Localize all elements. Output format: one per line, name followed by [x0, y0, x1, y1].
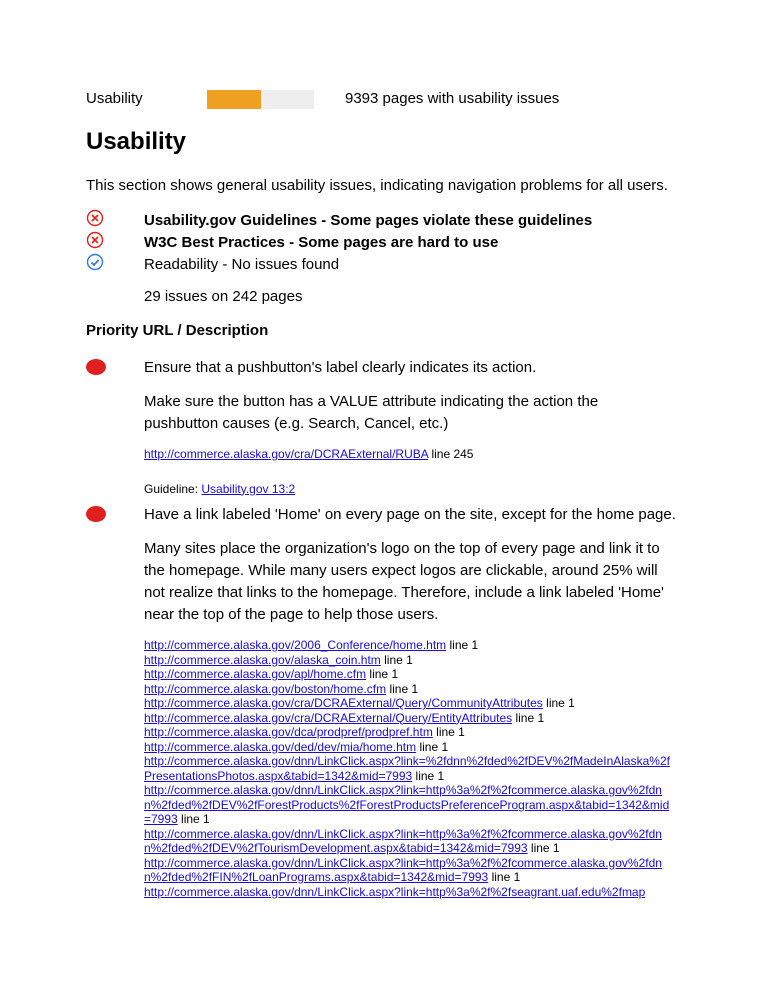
issues-summary: 29 issues on 242 pages: [144, 288, 303, 305]
line-number: line 1: [386, 681, 419, 696]
url-link[interactable]: http://commerce.alaska.gov/dca/prodpref/prodpref.htm: [144, 725, 433, 739]
url-link[interactable]: http://commerce.alaska.gov/ded/dev/mia/home.htm: [144, 739, 417, 754]
issue-description: Many sites place the organization's logo on the top of every page and link it to the homepage. While many users expect logos are clickable, around 25% will not realize that links to the homepage. Therefore, include a link labeled 'Home' near the top of the page to help those users.: [144, 540, 664, 623]
url-entry: [144, 696, 676, 711]
url-entry: [144, 754, 676, 783]
check-item: [86, 231, 592, 253]
guideline-link[interactable]: Usability.gov 13:2: [201, 481, 296, 496]
line-number: line 1: [446, 638, 479, 652]
url-link[interactable]: http://commerce.alaska.gov/dnn/LinkClick.aspx?link=http%3a%2f%2fcommerce.alaska.gov%2fdnn%2fded%2fDEV%2fForestProducts%2fForestProductsPreferenceProgram.aspx&tabid=1342&mid=7993: [144, 783, 670, 826]
line-number: line 1: [366, 667, 399, 681]
priority-high-icon: [86, 506, 106, 522]
section-title: Usability: [86, 128, 187, 155]
priority-header: Priority URL / Description: [86, 322, 269, 339]
error-circle-icon: [86, 231, 144, 253]
progress-fill: [207, 90, 261, 109]
summary-label: Usability: [86, 90, 143, 107]
line-number: line 1: [527, 841, 560, 855]
issue-item: [86, 504, 676, 899]
url-link[interactable]: http://commerce.alaska.gov/alaska_coin.htm: [144, 652, 381, 667]
line-number: line 1: [177, 812, 210, 826]
url-entry: [144, 885, 676, 900]
error-circle-icon: [86, 209, 144, 231]
url-link[interactable]: http://commerce.alaska.gov/2006_Conference/home.htm: [144, 638, 447, 652]
url-entry: [144, 638, 676, 653]
url-link[interactable]: http://commerce.alaska.gov/cra/DCRAExternal/RUBA: [144, 447, 429, 461]
url-entry: [144, 447, 676, 462]
line-number: line 1: [432, 725, 465, 739]
line-number: line 1: [412, 768, 445, 783]
url-entry: [144, 827, 676, 856]
url-entry: [144, 682, 676, 697]
line-number: line 1: [542, 696, 575, 710]
issue-title: Ensure that a pushbutton's label clearly indicates its action.: [144, 359, 537, 376]
line-number: line 1: [512, 710, 545, 725]
url-entry: [144, 711, 676, 726]
url-entry: [144, 856, 676, 885]
url-link[interactable]: http://commerce.alaska.gov/cra/DCRAExternal/Query/CommunityAttributes: [144, 696, 543, 710]
url-link[interactable]: http://commerce.alaska.gov/dnn/LinkClick.aspx?link=http%3a%2f%2fcommerce.alaska.gov%2fdnn%2fded%2fFIN%2fLoanPrograms.aspx&tabid=1342&mid=7993: [144, 855, 662, 884]
check-label: Readability - No issues found: [144, 255, 340, 273]
guideline: [144, 478, 676, 500]
issue-links: [144, 447, 676, 462]
url-entry: [144, 783, 676, 827]
usability-progress-bar: [207, 90, 314, 109]
line-number: line 1: [488, 870, 521, 884]
summary-row: [86, 90, 560, 107]
url-link[interactable]: http://commerce.alaska.gov/apl/home.cfm: [144, 667, 367, 681]
pages-count: 9393 pages with usability issues: [345, 90, 560, 107]
url-entry: [144, 667, 676, 682]
issue-item: [86, 357, 676, 500]
url-entry: [144, 740, 676, 755]
check-item: [86, 209, 592, 231]
line-number: line 245: [428, 447, 474, 461]
guideline-label: Guideline:: [144, 481, 202, 496]
line-number: line 1: [380, 652, 413, 667]
url-entry: [144, 725, 676, 740]
check-label: Usability.gov Guidelines - Some pages violate these guidelines: [144, 211, 593, 229]
url-entry: [144, 653, 676, 668]
check-list: [86, 209, 592, 275]
check-item: [86, 253, 592, 275]
url-link[interactable]: http://commerce.alaska.gov/dnn/LinkClick.aspx?link=http%3a%2f%2fcommerce.alaska.gov%2fdnn%2fded%2fDEV%2fTourismDevelopment.aspx&tabid=1342&mid=7993: [144, 826, 662, 855]
url-link[interactable]: http://commerce.alaska.gov/dnn/LinkClick.aspx?link=%2fdnn%2fded%2fDEV%2fMadeInAlaska%2fPresentationsPhotos.aspx&tabid=1342&mid=7993: [144, 754, 670, 783]
url-link[interactable]: http://commerce.alaska.gov/cra/DCRAExternal/Query/EntityAttributes: [144, 710, 513, 725]
section-description: This section shows general usability issues, indicating navigation problems for all users.: [86, 177, 668, 194]
issue-links: [144, 638, 676, 899]
check-label: W3C Best Practices - Some pages are hard to use: [144, 233, 499, 251]
url-link[interactable]: http://commerce.alaska.gov/boston/home.cfm: [144, 681, 387, 696]
priority-high-icon: [86, 359, 106, 375]
check-circle-icon: [86, 253, 144, 275]
issue-description: Make sure the button has a VALUE attribute indicating the action the pushbutton causes (e.g. Search, Cancel, etc.): [144, 393, 599, 432]
issue-title: Have a link labeled 'Home' on every page on the site, except for the home page.: [144, 506, 676, 523]
line-number: line 1: [416, 739, 449, 754]
url-link[interactable]: http://commerce.alaska.gov/dnn/LinkClick.aspx?link=http%3a%2f%2fseagrant.uaf.edu%2fmap: [144, 884, 646, 899]
